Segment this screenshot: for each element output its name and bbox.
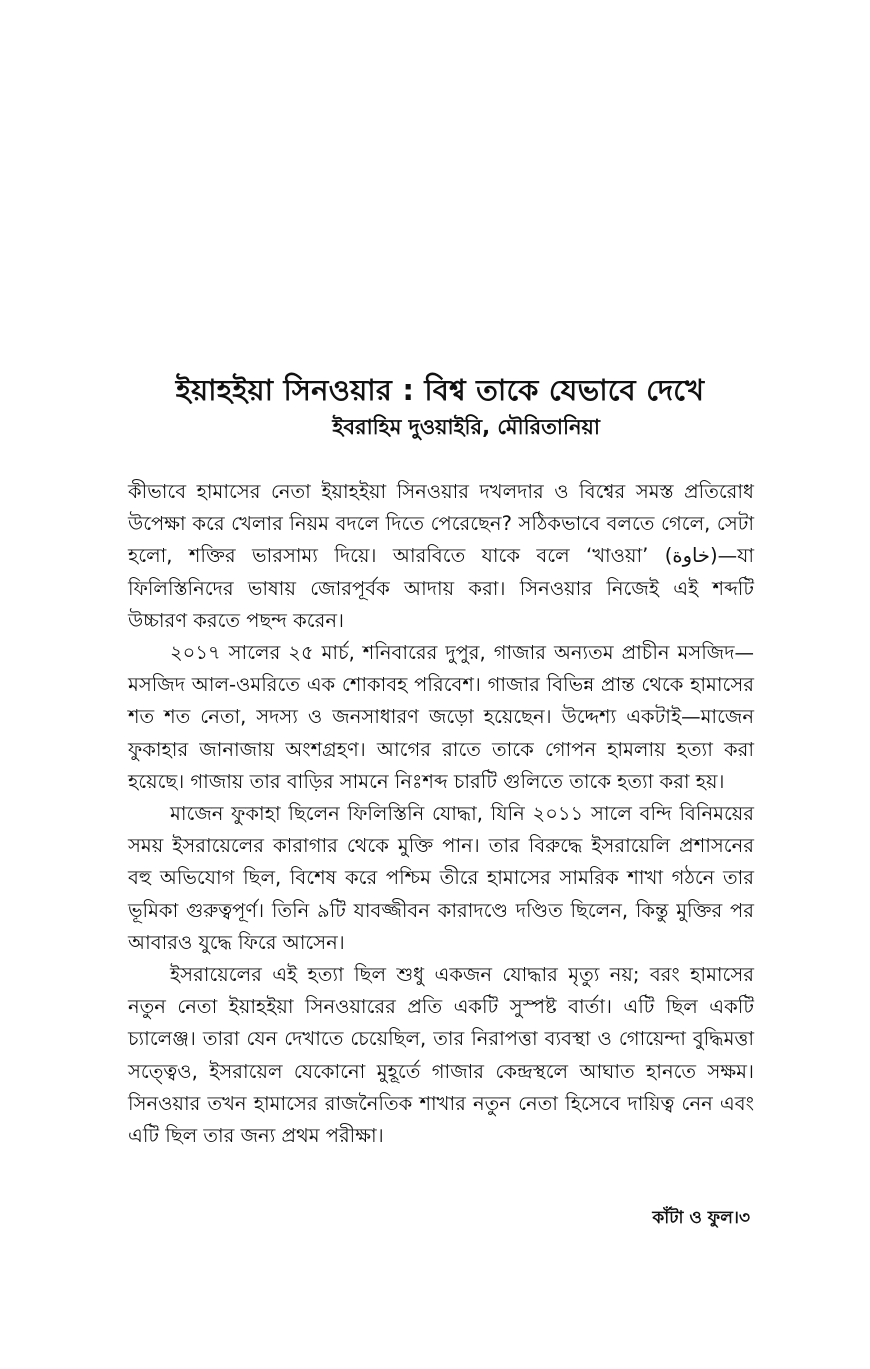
paragraph: ২০১৭ সালের ২৫ মার্চ, শনিবারের দুপুর, গাজার অন্যতম প্রাচীন মসজিদ—মসজিদ আল-ওমরিতে এক শোকাবহ পরিবেশ। গাজার বিভিন্ন প্রান্ত থেকে হামাসের শত শত নেতা, সদস্য ও জনসাধারণ জড়ো হয়েছেন। উদ্দেশ্য একটাই—মাজেন ফুকাহার জানাজায় অংশগ্রহণ। আগের রাতে তাকে গোপন হামলায় হত্যা করা হয়েছে। গাজায় তার বাড়ির সামনে নিঃশব্দ চারটি গুলিতে তাকে হত্যা করা হয়। <box>128 641 754 793</box>
chapter-title: ইয়াহইয়া সিনওয়ার : বিশ্ব তাকে যেভাবে দেখে <box>175 373 705 407</box>
author-byline: ইবরাহিম দুওয়াইরি, মৌরিতানিয়া <box>332 415 600 439</box>
page-footer: কাঁটা ও ফুল।৩ <box>652 1208 750 1228</box>
paragraph: কীভাবে হামাসের নেতা ইয়াহইয়া সিনওয়ার দখলদার ও বিশ্বের সমস্ত প্রতিরোধ উপেক্ষা করে খেলার নিয়ম বদলে দিতে পেরেছেন? সঠিকভাবে বলতে গেলে, সেটা হলো, শক্তির ভারসাম্য দিয়ে। আরবিতে যাকে বলে ‘খাওয়া’ (خاوة)—যা ফিলিস্তিনিদের ভাষায় জোরপূর্বক আদায় করা। সিনওয়ার নিজেই এই শব্দটি উচ্চারণ করতে পছন্দ করেন। <box>128 480 754 632</box>
paragraph: মাজেন ফুকাহা ছিলেন ফিলিস্তিনি যোদ্ধা, যিনি ২০১১ সালে বন্দি বিনিময়ের সময় ইসরায়েলের কারাগার থেকে মুক্তি পান। তার বিরুদ্ধে ইসরায়েলি প্রশাসনের বহু অভিযোগ ছিল, বিশেষ করে পশ্চিম তীরে হামাসের সামরিক শাখা গঠনে তার ভূমিকা গুরুত্বপূর্ণ। তিনি ৯টি যাবজ্জীবন কারাদণ্ডে দণ্ডিত ছিলেন, কিন্তু মুক্তির পর আবারও যুদ্ধে ফিরে আসেন। <box>128 802 754 954</box>
paragraph: ইসরায়েলের এই হত্যা ছিল শুধু একজন যোদ্ধার মৃত্যু নয়; বরং হামাসের নতুন নেতা ইয়াহইয়া সিনওয়ারের প্রতি একটি সুস্পষ্ট বার্তা। এটি ছিল একটি চ্যালেঞ্জ। তারা যেন দেখাতে চেয়েছিল, তার নিরাপত্তা ব্যবস্থা ও গোয়েন্দা বুদ্ধিমত্তা সত্ত্বেও, ইসরায়েল যেকোনো মুহূর্তে গাজার কেন্দ্রস্থলে আঘাত হানতে সক্ষম। সিনওয়ার তখন হামাসের রাজনৈতিক শাখার নতুন নেতা হিসেবে দায়িত্ব নেন এবং এটি ছিল তার জন্য প্রথম পরীক্ষা। <box>128 963 754 1148</box>
article-body <box>128 476 754 1152</box>
